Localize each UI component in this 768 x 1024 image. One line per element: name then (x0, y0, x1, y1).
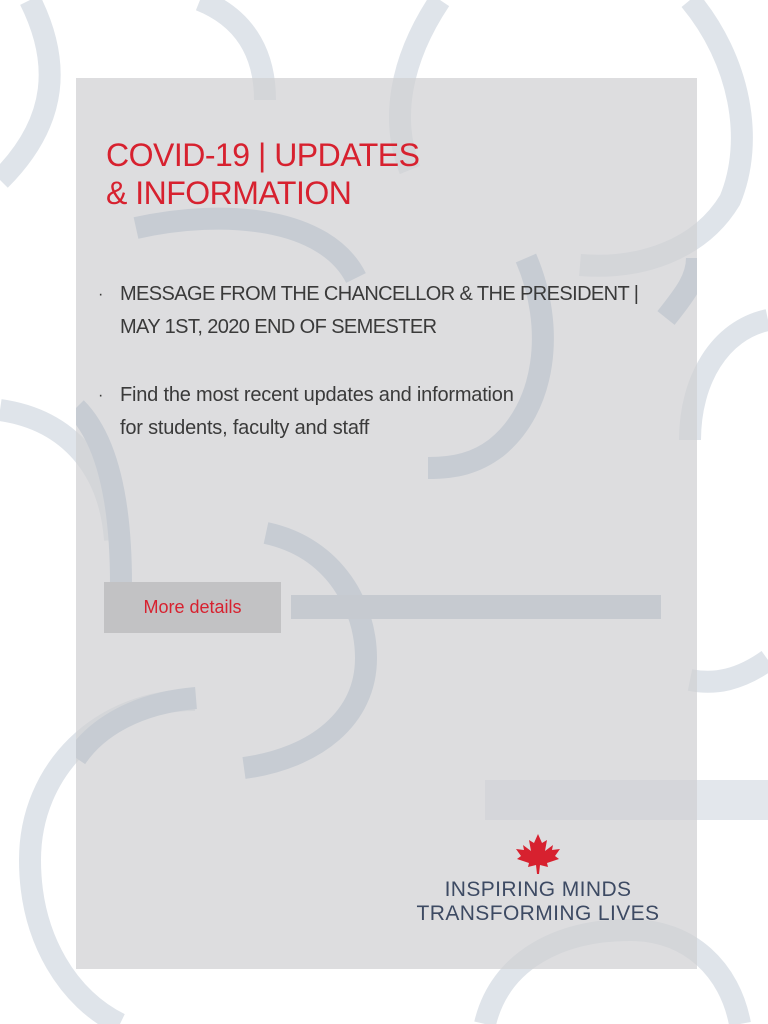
bullet-2-line-2: for students, faculty and staff (120, 417, 370, 439)
page-title (106, 136, 419, 212)
bullet-1-line-2: MAY 1ST, 2020 END OF SEMESTER (120, 316, 437, 338)
slogan-line-1: INSPIRING MINDS (444, 878, 632, 901)
bullet-2-line-1: Find the most recent updates and information (120, 384, 514, 406)
more-details-button[interactable]: More details (104, 582, 281, 633)
title-line-2: & INFORMATION (106, 175, 352, 211)
maple-leaf-icon (514, 834, 562, 874)
bullet-1-line-1: MESSAGE FROM THE CHANCELLOR & THE PRESIDENT | (120, 283, 639, 305)
bullet-marker: · (98, 286, 103, 303)
chancellor-message-link[interactable] (98, 278, 678, 344)
slogan-line-2: TRANSFORMING LIVES (416, 902, 660, 925)
recent-updates-link[interactable] (98, 379, 678, 445)
bullet-marker: · (98, 387, 104, 404)
covid-info-panel (76, 78, 697, 969)
university-slogan (398, 834, 678, 926)
title-line-1: COVID-19 | UPDATES (106, 137, 420, 173)
